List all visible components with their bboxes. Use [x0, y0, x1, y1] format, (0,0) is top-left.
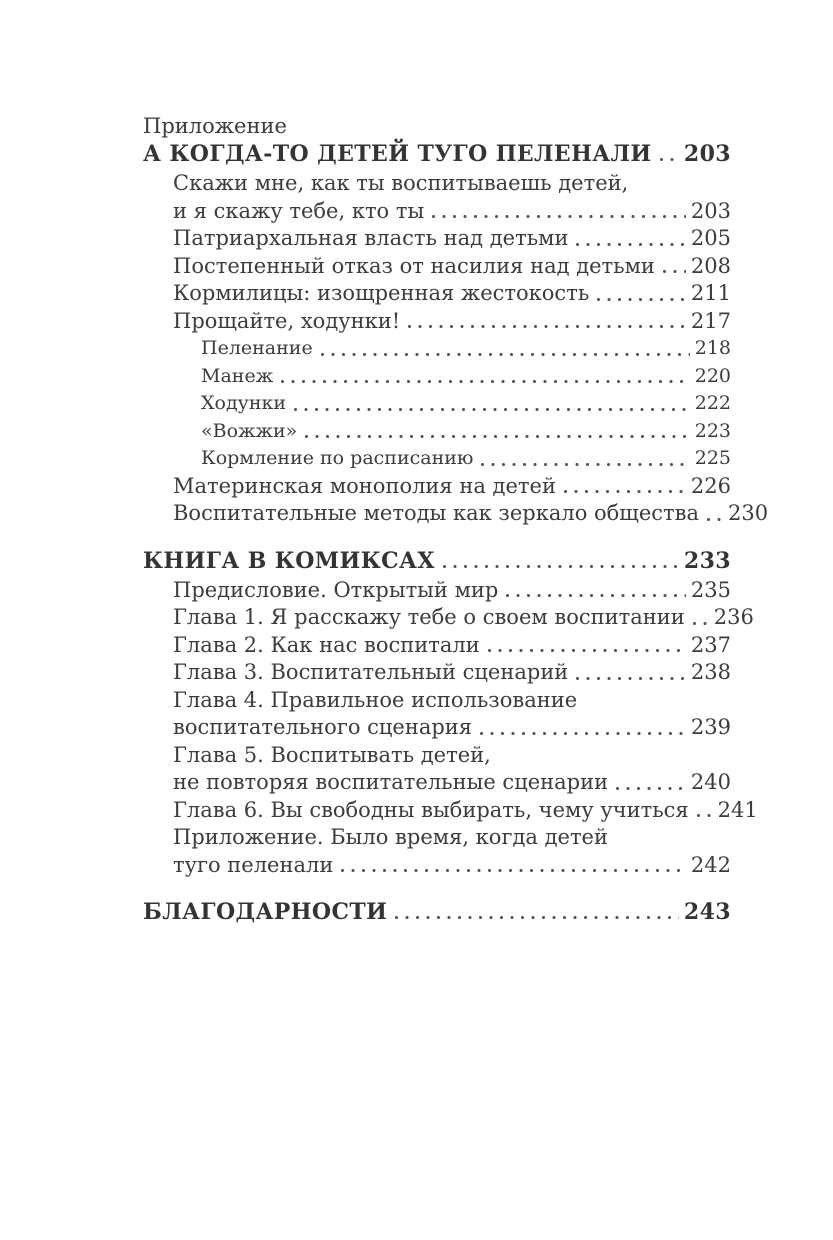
toc-sections [143, 140, 769, 927]
toc-entry-row [173, 797, 758, 825]
dot-leader-icon [294, 390, 690, 418]
dot-leader-icon [576, 225, 685, 253]
toc-entry-label: Кормление по расписанию [201, 447, 474, 469]
toc-entry [143, 445, 731, 473]
toc-entry-page-number: 240 [690, 770, 731, 794]
toc-entry-label-line: Глава 4. Правильное использование [173, 687, 578, 712]
dot-leader-icon [697, 797, 713, 825]
toc-entry-page-number: 205 [690, 226, 731, 250]
toc-section [143, 547, 758, 880]
toc-entry [143, 659, 731, 687]
toc-entry-row [173, 280, 731, 308]
toc-entry-label-line: Глава 5. Воспитывать детей, [173, 742, 491, 767]
toc-entry [143, 170, 731, 225]
toc-heading-label: КНИГА В КОМИКСАХ [143, 547, 435, 574]
toc-entry-page-number: 226 [690, 473, 731, 498]
toc-section [143, 140, 769, 528]
toc-entry-page-number: 239 [690, 715, 731, 739]
toc-entry-row [201, 445, 731, 473]
toc-entry-label: туго пеленали [173, 852, 334, 877]
toc-entry-label: Глава 3. Воспитательный сценарий [173, 660, 569, 684]
toc-entry-row [173, 659, 731, 687]
toc-entry-label: и я скажу тебе, кто ты [173, 198, 425, 223]
toc-entry-page-number: 230 [727, 501, 769, 525]
dot-leader-icon [443, 547, 679, 576]
dot-leader-icon [281, 363, 690, 391]
toc-entry-page-number: 241 [717, 797, 758, 822]
toc-entry-label: Глава 2. Как нас воспитали [173, 632, 480, 657]
toc-entry-row [173, 632, 731, 660]
toc-entry [143, 500, 769, 528]
toc-entry-page-number: 235 [690, 577, 731, 602]
toc-entry-page-number: 225 [694, 447, 731, 469]
toc-entry-row [201, 363, 731, 391]
toc-entry-page-number: 223 [694, 419, 731, 442]
dot-leader-icon [395, 898, 679, 927]
toc-entry-label: Постепенный отказ от насилия над детьми [173, 253, 655, 278]
toc-entry [143, 308, 731, 336]
toc-entry-page-number: 242 [690, 852, 731, 877]
toc-entry [143, 824, 731, 879]
toc-entry-row [201, 418, 731, 446]
toc-entry-row [173, 769, 731, 797]
toc-heading-page-number: 203 [683, 141, 731, 167]
toc-section [143, 898, 731, 927]
toc-entry [143, 687, 731, 742]
toc-entry [143, 604, 754, 632]
dot-leader-icon [663, 253, 686, 281]
dot-leader-icon [432, 198, 686, 226]
toc-heading-label: БЛАГОДАРНОСТИ [143, 899, 388, 925]
toc-entry-label: Материнская монополия на детей [173, 473, 556, 498]
toc-heading-page-number: 243 [683, 899, 731, 925]
toc-section-heading-row [143, 898, 731, 927]
toc-entry-label: Ходунки [201, 392, 287, 414]
toc-entry-page-number: 218 [694, 337, 731, 359]
toc-entry-row [173, 604, 754, 632]
toc-entry-label: «Вожжи» [201, 419, 298, 442]
toc-entry-row [201, 390, 731, 418]
toc-section-heading-row [143, 140, 731, 169]
toc-entry [143, 632, 731, 660]
toc-entry [143, 335, 731, 363]
toc-entry-page-number: 220 [694, 364, 731, 387]
toc-entry-row [173, 253, 731, 281]
dot-leader-icon [693, 604, 709, 632]
toc-heading-label: А КОГДА-ТО ДЕТЕЙ ТУГО ПЕЛЕНАЛИ [143, 141, 652, 167]
dot-leader-icon [597, 280, 686, 308]
toc-entry [143, 742, 731, 797]
toc-heading-page-number: 233 [683, 547, 731, 574]
toc-entry-page-number: 238 [690, 660, 731, 684]
toc-entry-label: Глава 6. Вы свободны выбирать, чему учиться [173, 797, 689, 822]
dot-leader-icon [408, 308, 686, 336]
toc-entry-row [173, 198, 731, 226]
toc-kicker: Приложение [143, 114, 287, 138]
toc-entry-label: Манеж [201, 364, 274, 387]
toc-entry-label: не повторяя воспитательные сценарии [173, 770, 609, 794]
toc-entry-label: Воспитательные методы как зеркало общества [173, 501, 699, 525]
toc-entry-page-number: 208 [690, 253, 731, 278]
toc-entry-row [173, 225, 731, 253]
toc-entry [143, 577, 731, 605]
dot-leader-icon [616, 769, 686, 797]
toc-entry-page-number: 203 [690, 198, 731, 223]
dot-leader-icon [321, 335, 690, 363]
toc-entry-page-number: 237 [690, 632, 731, 657]
toc-entry-label-line: Приложение. Было время, когда детей [173, 825, 608, 849]
toc-entry-page-number: 217 [690, 308, 731, 333]
toc-entry-label: Пеленание [201, 337, 313, 359]
toc-entry-label: Глава 1. Я расскажу тебе о своем воспитании [173, 605, 685, 629]
toc-entry-page-number: 236 [713, 605, 754, 629]
toc-entry [143, 390, 731, 418]
toc-entry [143, 797, 758, 825]
dot-leader-icon [341, 852, 686, 880]
toc-entry-label: воспитательного сценария [173, 715, 473, 739]
dot-leader-icon [707, 500, 723, 528]
toc-entry [143, 225, 731, 253]
dot-leader-icon [481, 445, 689, 473]
toc-entry-label: Предисловие. Открытый мир [173, 577, 499, 602]
toc-entry [143, 363, 731, 391]
toc-entry [143, 418, 731, 446]
dot-leader-icon [480, 714, 686, 742]
dot-leader-icon [506, 577, 686, 605]
dot-leader-icon [660, 140, 679, 169]
toc-entry-row [173, 577, 731, 605]
dot-leader-icon [305, 418, 689, 446]
toc-section-heading-row [143, 547, 731, 576]
toc-entry-label: Патриархальная власть над детьми [173, 226, 569, 250]
toc-entry-page-number: 211 [690, 281, 731, 305]
toc-entry-row [173, 852, 731, 880]
toc-entry [143, 473, 731, 501]
toc-entry-page-number: 222 [694, 392, 731, 414]
toc-entry-row [173, 714, 731, 742]
toc-entry-label: Кормилицы: изощренная жестокость [173, 281, 590, 305]
toc-entry-label-line: Скажи мне, как ты воспитываешь детей, [173, 171, 629, 195]
toc-entry-row [173, 500, 769, 528]
toc-entry [143, 253, 731, 281]
toc-entry-row [173, 473, 731, 501]
dot-leader-icon [576, 659, 686, 687]
dot-leader-icon [488, 632, 686, 660]
toc-entry-row [201, 335, 731, 363]
toc-entry-label: Прощайте, ходунки! [173, 308, 401, 333]
toc-entry-row [173, 308, 731, 336]
toc-entry [143, 280, 731, 308]
dot-leader-icon [564, 473, 686, 501]
